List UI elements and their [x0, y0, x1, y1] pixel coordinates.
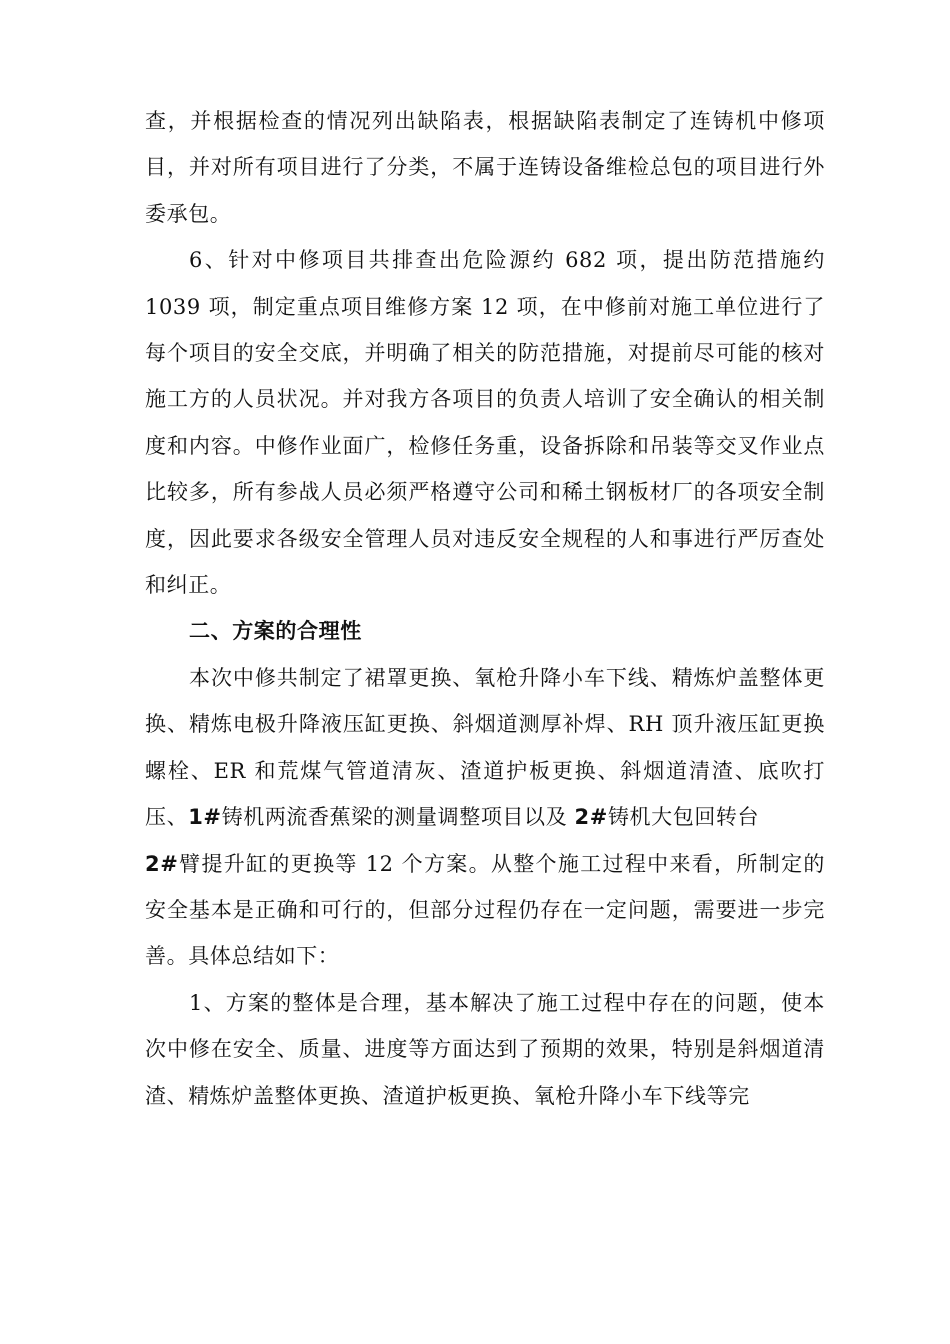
bold-caster-label: 2#	[574, 805, 608, 830]
paragraph-plan-overview	[145, 655, 825, 980]
paragraph-continuation: 查，并根据检查的情况列出缺陷表，根据缺陷表制定了连铸机中修项目，并对所有项目进行了分类，不属于连铸设备维检总包的项目进行外委承包。	[145, 109, 825, 226]
paragraph-text-run: 臂提升缸的更换等 12 个方案。从整个施工过程中来看，所制定的安全基本是正确和可行的，但部分过程仍存在一定问题，需要进一步完善。具体总结如下：	[145, 851, 825, 969]
paragraph-text-run: 铸机大包回转台	[607, 805, 760, 830]
bold-arm-label: 2#	[145, 851, 179, 876]
section-heading: 二、方案的合理性	[189, 619, 362, 644]
paragraph-text-run: 本次中修共制定了裙罩更换、氧枪升降小车下线、精炼炉盖整体更换、精炼电极升降液压缸更换、斜烟道测厚补焊、RH 顶升液压缸更换螺栓、ER 和荒煤气管道清灰、渣道护板更换、斜烟道清渣、底吹打压、	[145, 665, 825, 830]
paragraph-item-6: 6、针对中修项目共排查出危险源约 682 项，提出防范措施约 1039 项，制定重点项目维修方案 12 项，在中修前对施工单位进行了每个项目的安全交底，并明确了相关的防范措施，对提前尽可能的核对施工方的人员状况。并对我方各项目的负责人培训了安全确认的相关制度和内容。中修作业面广，检修任务重，设备拆除和吊装等交叉作业点比较多，所有参战人员必须严格遵守公司和稀土钢板材厂的各项安全制度，因此要求各级安全管理人员对违反安全规程的人和事进行严厉查处和纠正。	[145, 248, 825, 598]
document-body	[145, 98, 825, 1119]
paragraph-text-run: 铸机两流香蕉梁的测量调整项目以及	[221, 805, 575, 830]
paragraph-item-1: 1、方案的整体是合理，基本解决了施工过程中存在的问题，使本次中修在安全、质量、进度等方面达到了预期的效果，特别是斜烟道清渣、精炼炉盖整体更换、渣道护板更换、氧枪升降小车下线等完	[145, 990, 825, 1108]
bold-caster-label: 1#	[188, 805, 222, 830]
